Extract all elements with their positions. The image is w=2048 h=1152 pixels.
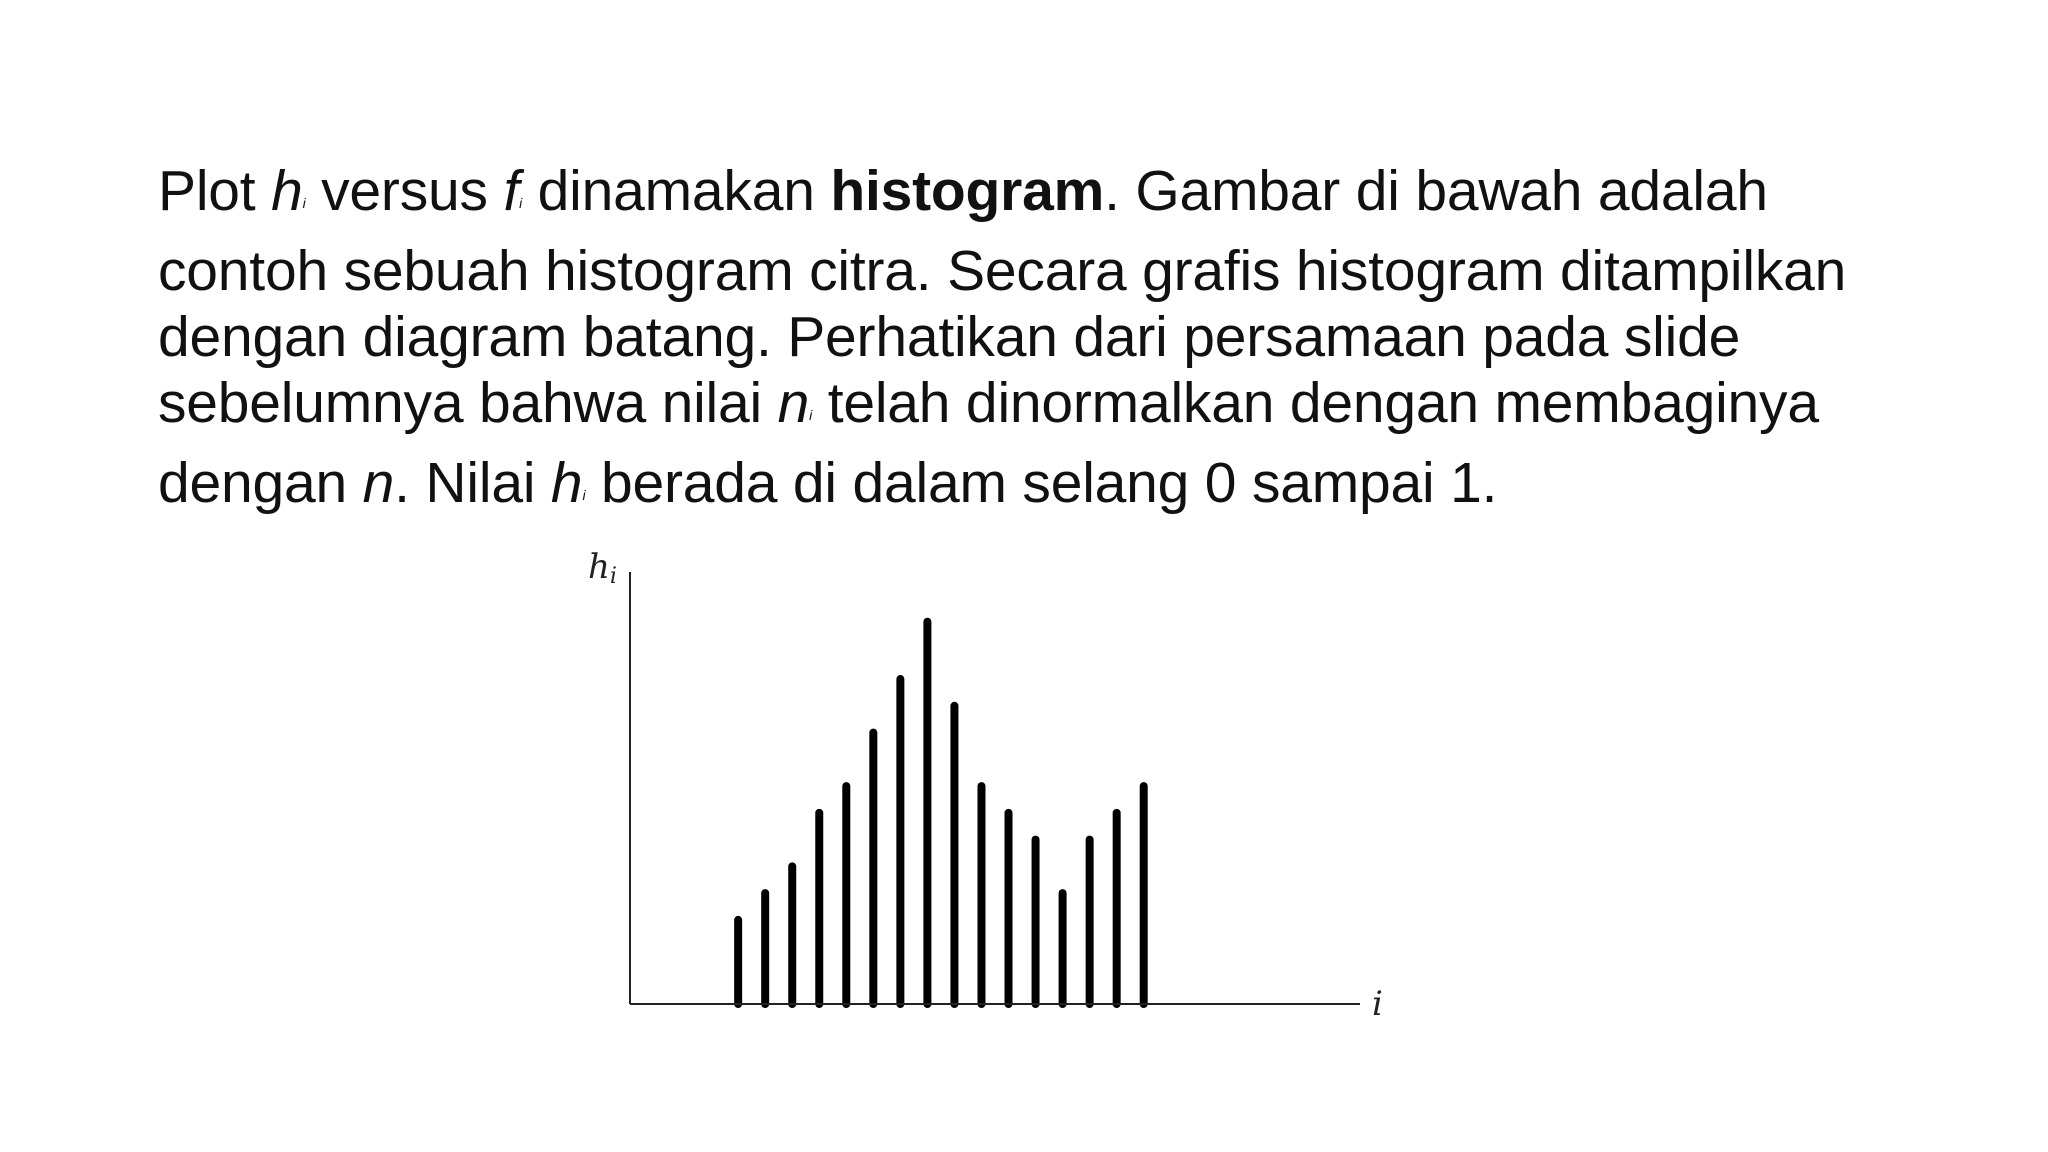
paragraph-line-3: dengan diagram batang. Perhatikan dari persamaan pada slide — [158, 305, 1741, 369]
text-run: sebelumnya bahwa nilai — [158, 371, 778, 435]
subscript-i: i — [809, 407, 813, 423]
bold-term-histogram: histogram — [830, 159, 1105, 223]
histogram-bars — [738, 622, 1144, 1004]
y-axis-label-subscript: i — [609, 564, 617, 589]
symbol-h: h — [271, 159, 303, 223]
symbol-f: f — [503, 159, 520, 223]
x-axis-label: i — [1372, 984, 1383, 1024]
symbol-n: n — [777, 371, 810, 435]
subscript-i: i — [519, 195, 523, 211]
text-run: dengan — [158, 451, 363, 515]
text-run: berada di dalam selang 0 sampai 1. — [585, 451, 1498, 515]
text-run: . Nilai — [394, 451, 551, 515]
subscript-i: i — [302, 195, 306, 211]
text-run: telah dinormalkan dengan membaginya — [812, 371, 1819, 435]
paragraph-line-2: contoh sebuah histogram citra. Secara grafis histogram ditampilkan — [158, 239, 1847, 303]
y-axis-label — [588, 547, 617, 589]
subscript-i: i — [582, 487, 586, 503]
text-run: Plot — [158, 159, 272, 223]
text-run: dinamakan — [522, 159, 831, 223]
symbol-n: n — [362, 451, 395, 515]
y-axis-label-base: h — [588, 547, 610, 587]
text-run: versus — [305, 159, 504, 223]
symbol-h: h — [550, 451, 583, 515]
text-run: . Gambar di bawah adalah — [1104, 159, 1768, 223]
